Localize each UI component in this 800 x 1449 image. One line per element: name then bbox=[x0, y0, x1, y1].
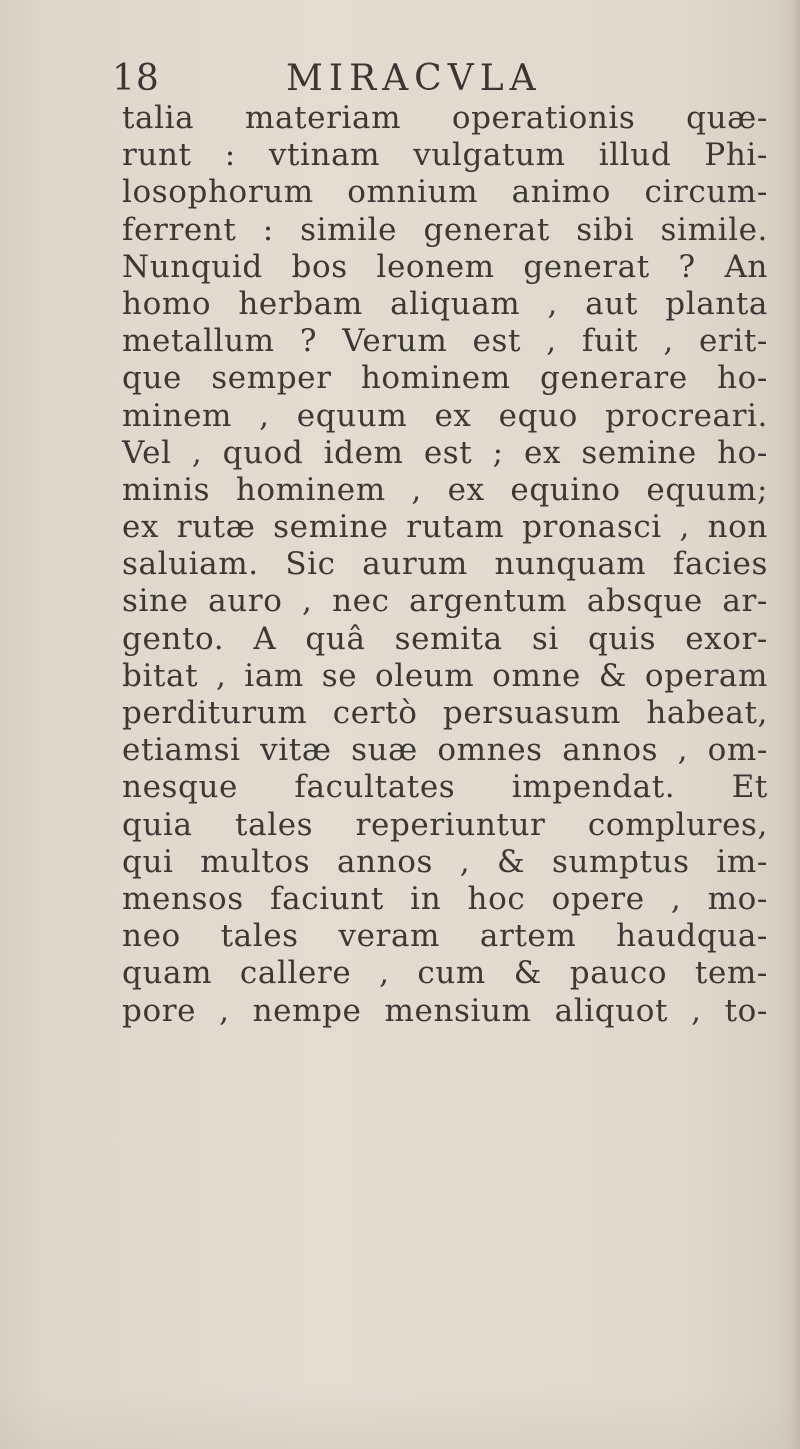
text-line: ex rutæ semine rutam pronasci , non bbox=[122, 509, 768, 546]
text-line: ferrent : simile generat sibi simile. bbox=[122, 211, 768, 248]
page-bottom-shade bbox=[0, 1389, 800, 1449]
text-line: sine auro , nec argentum absque ar- bbox=[122, 583, 768, 620]
text-line: pore , nempe mensium aliquot , to- bbox=[122, 992, 768, 1029]
body-text bbox=[122, 100, 768, 1030]
page-header bbox=[112, 58, 712, 100]
running-title: MIRACVLA bbox=[286, 58, 542, 99]
page-edge-shadow bbox=[790, 0, 800, 1449]
text-line: bitat , iam se oleum omne & operam bbox=[122, 657, 768, 694]
page-number: 18 bbox=[112, 58, 160, 99]
text-line: losophorum omnium animo circum- bbox=[122, 174, 768, 211]
text-line: saluiam. Sic aurum nunquam facies bbox=[122, 546, 768, 583]
text-line: runt : vtinam vulgatum illud Phi- bbox=[122, 137, 768, 174]
text-line: gento. A quâ semita si quis exor- bbox=[122, 620, 768, 657]
text-line: minis hominem , ex equino equum; bbox=[122, 471, 768, 508]
text-line: metallum ? Verum est , fuit , erit- bbox=[122, 323, 768, 360]
text-line: qui multos annos , & sumptus im- bbox=[122, 843, 768, 880]
text-line: quia tales reperiuntur complures, bbox=[122, 806, 768, 843]
text-line: mensos faciunt in hoc opere , mo- bbox=[122, 880, 768, 917]
text-line: quam callere , cum & pauco tem- bbox=[122, 955, 768, 992]
text-line: talia materiam operationis quæ- bbox=[122, 100, 768, 136]
text-line: etiamsi vitæ suæ omnes annos , om- bbox=[122, 732, 768, 769]
text-line: que semper hominem generare ho- bbox=[122, 360, 768, 397]
text-line: minem , equum ex equo procreari. bbox=[122, 397, 768, 434]
text-line: homo herbam aliquam , aut planta bbox=[122, 285, 768, 322]
text-line: Nunquid bos leonem generat ? An bbox=[122, 248, 768, 285]
text-line: Vel , quod idem est ; ex semine ho- bbox=[122, 434, 768, 471]
text-line: nesque facultates impendat. Et bbox=[122, 769, 768, 806]
text-line: neo tales veram artem haudqua- bbox=[122, 918, 768, 955]
text-line: perditurum certò persuasum habeat, bbox=[122, 695, 768, 731]
